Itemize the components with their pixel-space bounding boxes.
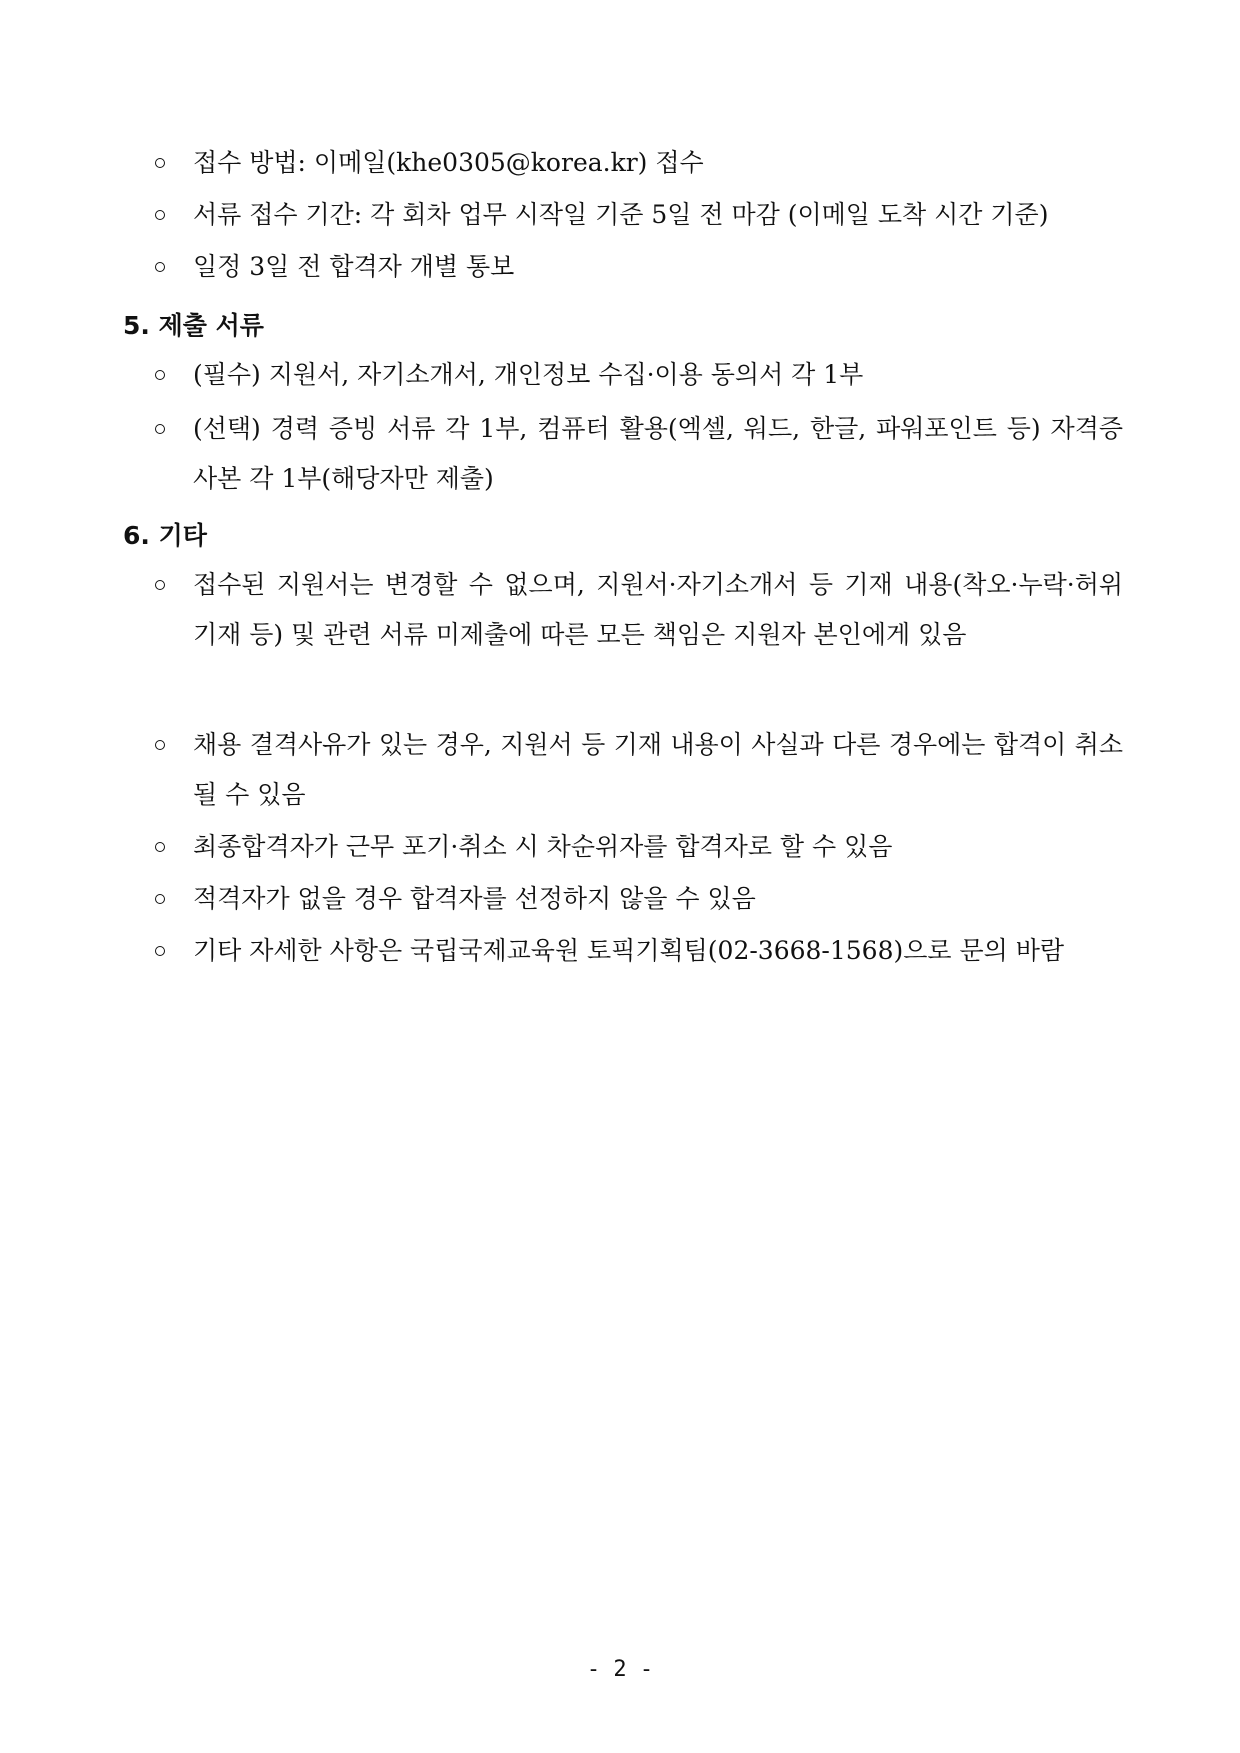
required-documents-text: (필수) 지원서, 자기소개서, 개인정보 수집·이용 동의서 각 1부 xyxy=(193,360,864,389)
submission-method-text: 접수 방법: 이메일(khe0305@korea.kr) 접수 xyxy=(193,148,704,177)
disqualification-text: 채용 결격사유가 있는 경우, 지원서 등 기재 내용이 사실과 다른 경우에는 합격이 취소될 수 있음 xyxy=(193,730,1123,809)
submission-period-text: 서류 접수 기간: 각 회차 업무 시작일 기준 5일 전 마감 (이메일 도착 시간 기준) xyxy=(193,200,1049,229)
list-item xyxy=(0,190,1240,240)
circle-bullet-icon xyxy=(155,158,165,168)
circle-bullet-icon xyxy=(155,370,165,380)
circle-bullet-icon xyxy=(155,262,165,272)
list-item xyxy=(0,242,1240,292)
list-item xyxy=(0,138,1240,188)
list-item xyxy=(0,720,1240,820)
circle-bullet-icon xyxy=(155,580,165,590)
circle-bullet-icon xyxy=(155,842,165,852)
next-candidate-text: 최종합격자가 근무 포기·취소 시 차순위자를 합격자로 할 수 있음 xyxy=(193,832,893,861)
circle-bullet-icon xyxy=(155,424,165,434)
list-item xyxy=(0,404,1240,504)
circle-bullet-icon xyxy=(155,740,165,750)
section-6-heading: 6. 기타 xyxy=(123,521,207,550)
section-5-heading: 5. 제출 서류 xyxy=(123,311,264,340)
circle-bullet-icon xyxy=(155,210,165,220)
optional-documents-text: (선택) 경력 증빙 서류 각 1부, 컴퓨터 활용(엑셀, 워드, 한글, 파워포인트 등) 자격증 사본 각 1부(해당자만 제출) xyxy=(193,414,1123,493)
circle-bullet-icon xyxy=(155,946,165,956)
list-item xyxy=(0,874,1240,924)
contact-info-text: 기타 자세한 사항은 국립국제교육원 토픽기획팀(02-3668-1568)으로 문의 바람 xyxy=(193,936,1065,965)
no-qualified-candidate-text: 적격자가 없을 경우 합격자를 선정하지 않을 수 있음 xyxy=(193,884,756,913)
notification-text: 일정 3일 전 합격자 개별 통보 xyxy=(193,252,515,281)
circle-bullet-icon xyxy=(155,894,165,904)
list-item xyxy=(0,560,1240,710)
list-item xyxy=(0,350,1240,400)
list-item xyxy=(0,822,1240,872)
page-number: - 2 - xyxy=(586,1657,654,1682)
list-item xyxy=(0,926,1240,976)
application-responsibility-text: 접수된 지원서는 변경할 수 없으며, 지원서·자기소개서 등 기재 내용(착오·누락·허위 기재 등) 및 관련 서류 미제출에 따른 모든 책임은 지원자 본인에게 있음 xyxy=(193,570,1123,649)
